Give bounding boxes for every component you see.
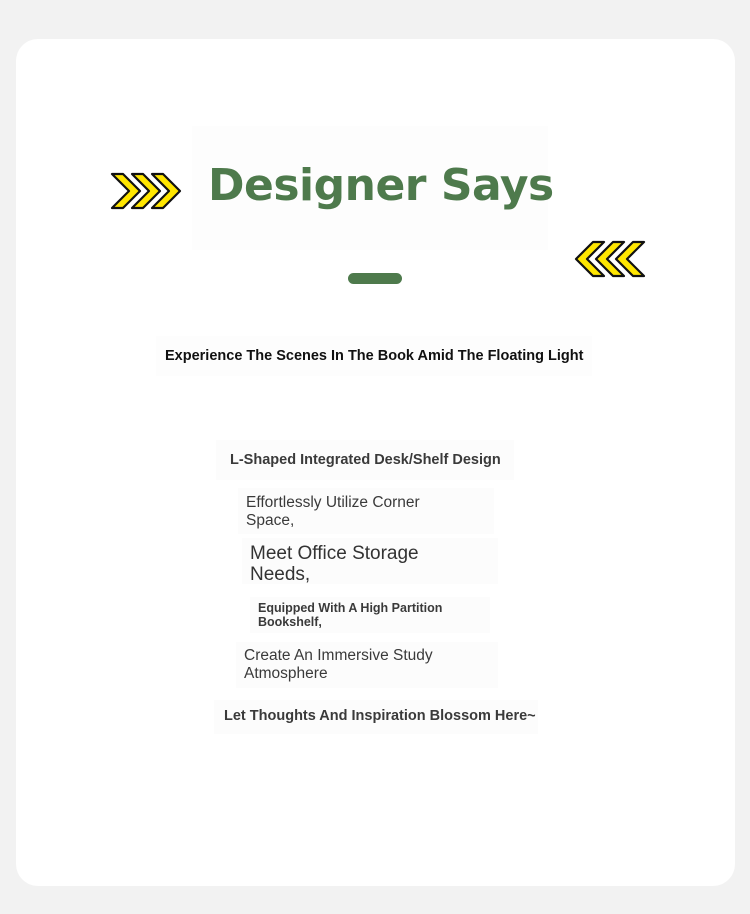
feature-closing-line: Let Thoughts And Inspiration Blossom Here~	[214, 700, 538, 734]
feature-line-text: Meet Office Storage	[250, 543, 419, 564]
feature-heading: L-Shaped Integrated Desk/Shelf Design	[216, 440, 514, 480]
title-block	[192, 126, 554, 250]
feature-line-text: Space,	[246, 512, 295, 529]
feature-line-corner-space	[238, 488, 494, 534]
chevrons-left-icon	[572, 238, 646, 280]
feature-line-text: Needs,	[250, 564, 311, 585]
feature-line-text: Bookshelf,	[258, 615, 322, 629]
title-underline-divider	[348, 273, 402, 284]
feature-line-text: Atmosphere	[244, 665, 328, 682]
feature-line-storage	[242, 538, 498, 584]
feature-line-atmosphere	[236, 642, 498, 688]
feature-line-text: Equipped With A High Partition	[258, 601, 443, 615]
page-title: Designer Says	[208, 160, 554, 211]
feature-line-text: Effortlessly Utilize Corner	[246, 494, 420, 511]
page-subtitle: Experience The Scenes In The Book Amid The Floating Light	[156, 336, 592, 376]
feature-line-bookshelf	[250, 597, 490, 633]
chevrons-right-icon	[110, 170, 184, 212]
feature-line-text: Create An Immersive Study	[244, 647, 433, 664]
